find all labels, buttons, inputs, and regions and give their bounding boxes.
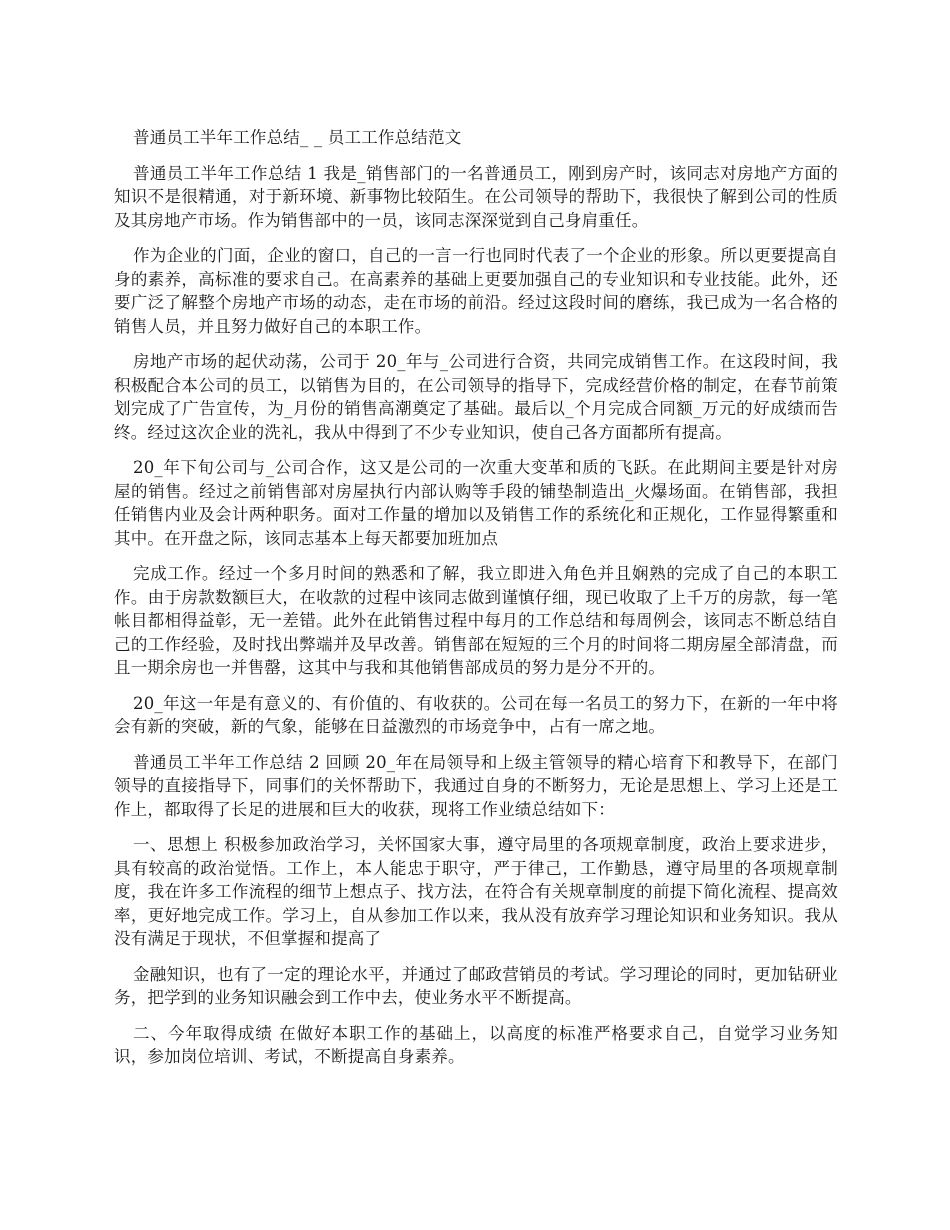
- paragraph-6: 20_年这一年是有意义的、有价值的、有收获的。公司在每一名员工的努力下，在新的一年中将会有新的突破，新的气象，能够在日益激烈的市场竞争中，占有一席之地。: [114, 693, 838, 736]
- document-title: 普通员工半年工作总结_ _ 员工工作总结范文: [133, 128, 462, 147]
- paragraph-10: 二、今年取得成绩 在做好本职工作的基础上，以高度的标准严格要求自己，自觉学习业务知识，参加岗位培训、考试，不断提高自身素养。: [114, 1023, 838, 1066]
- paragraph-9: 金融知识，也有了一定的理论水平，并通过了邮政营销员的考试。学习理论的同时，更加钻研业务，把学到的业务知识融会到工作中去，使业务水平不断提高。: [114, 964, 838, 1007]
- paragraph-2: 作为企业的门面，企业的窗口，自己的一言一行也同时代表了一个企业的形象。所以更要提高自身的素养，高标准的要求自己。在高素养的基础上更要加强自己的专业知识和专业技能。此外，还要广泛了解整个房地产市场的动态，走在市场的前沿。经过这段时间的磨练，我已成为一名合格的销售人员，并且努力做好自己的本职工作。: [114, 246, 838, 336]
- paragraph-8: 一、思想上 积极参加政治学习，关怀国家大事，遵守局里的各项规章制度，政治上要求进步，具有较高的政治觉悟。工作上，本人能忠于职守，严于律己，工作勤恳，遵守局里的各项规章制度，我在许多工作流程的细节上想点子、找方法，在符合有关规章制度的前提下简化流程、提高效率，更好地完成工作。学习上，自从参加工作以来，我从没有放弃学习理论知识和业务知识。我从没有满足于现状，不但掌握和提高了: [114, 835, 838, 948]
- document-body: [114, 126, 838, 1081]
- paragraph-4: 20_年下旬公司与_公司合作，这又是公司的一次重大变革和质的飞跃。在此期间主要是针对房屋的销售。经过之前销售部对房屋执行内部认购等手段的铺垫制造出_火爆场面。在销售部，我担任销售内业及会计两种职务。面对工作量的增加以及销售工作的系统化和正规化，工作显得繁重和其中。在开盘之际，该同志基本上每天都要加班加点: [114, 458, 838, 548]
- paragraph-5: 完成工作。经过一个多月时间的熟悉和了解，我立即进入角色并且娴熟的完成了自己的本职工作。由于房款数额巨大，在收款的过程中该同志做到谨慎仔细，现已收取了上千万的房款，每一笔帐目都相得益彰，无一差错。此外在此销售过程中每月的工作总结和每周例会，该同志不断总结自己的工作经验，及时找出弊端并及早改善。销售部在短短的三个月的时间将二期房屋全部清盘，而且一期余房也一并售罄，这其中与我和其他销售部成员的努力是分不开的。: [114, 564, 838, 677]
- paragraph-7: 普通员工半年工作总结 2 回顾 20_年在局领导和上级主管领导的精心培育下和教导下，在部门领导的直接指导下，同事们的关怀帮助下，我通过自身的不断努力，无论是思想上、学习上还是工作上，都取得了长足的进展和巨大的收获，现将工作业绩总结如下：: [114, 752, 838, 819]
- paragraph-3: 房地产市场的起伏动荡，公司于 20_年与_公司进行合资，共同完成销售工作。在这段时间，我积极配合本公司的员工，以销售为目的，在公司领导的指导下，完成经营价格的制定，在春节前策划完成了广告宣传，为_月份的销售高潮奠定了基础。最后以_个月完成合同额_万元的好成绩而告终。经过这次企业的洗礼，我从中得到了不少专业知识，使自己各方面都所有提高。: [114, 352, 838, 442]
- paragraph-1: 普通员工半年工作总结 1 我是_销售部门的一名普通员工，刚到房产时，该同志对房地产方面的知识不是很精通，对于新环境、新事物比较陌生。在公司领导的帮助下，我很快了解到公司的性质及其房地产市场。作为销售部中的一员，该同志深深觉到自己身肩重任。: [114, 163, 838, 230]
